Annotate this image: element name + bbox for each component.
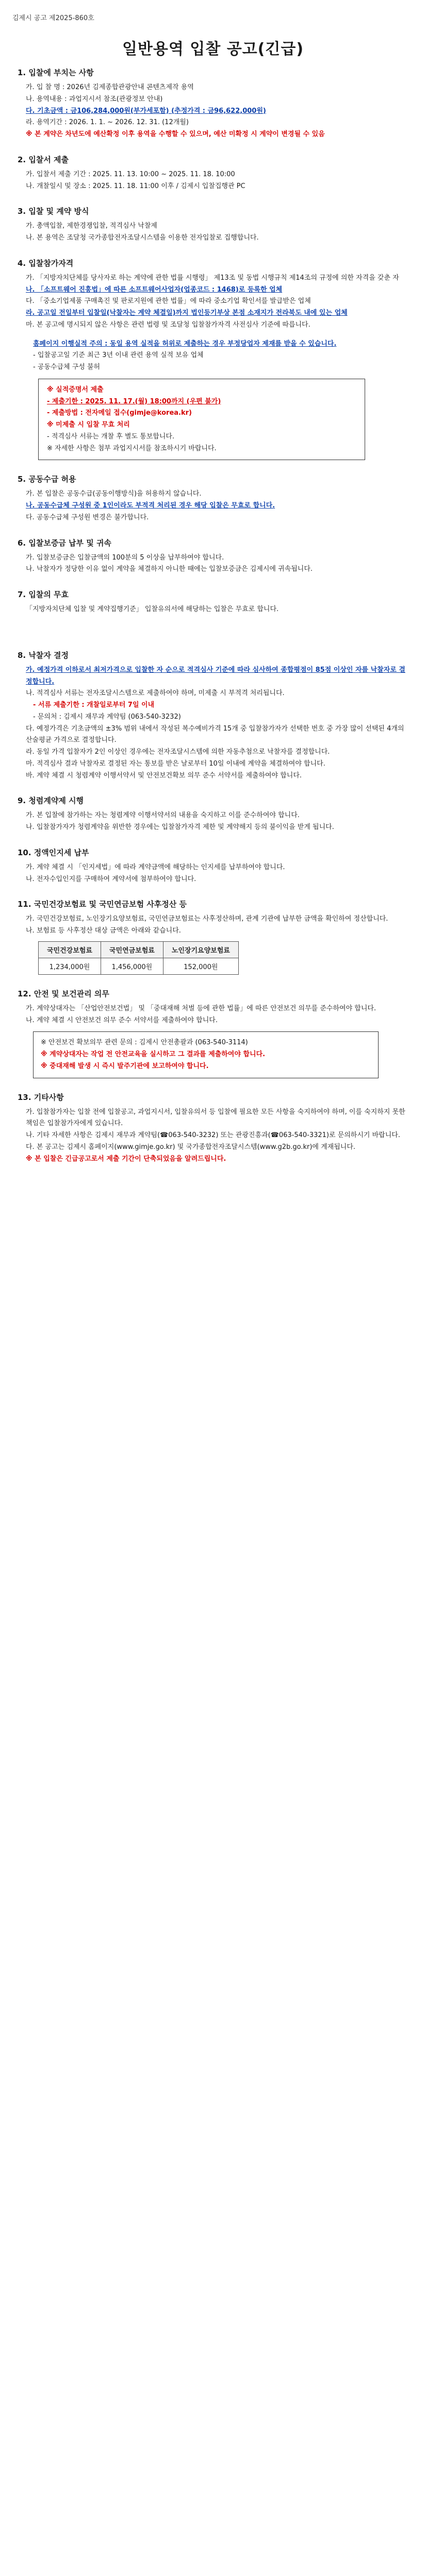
table-cell: 152,000원 [163,958,238,974]
section-8 [18,650,409,782]
region-requirement-text: 라. 공고일 전일부터 입찰일(낙찰자는 계약 체결일)까지 법인등기부상 본점 소재지가 전라북도 내에 있는 업체 [26,309,348,317]
list-item [18,284,409,296]
submission-notice-box [38,379,365,461]
list-item: 나. 계약 체결 시 안전보건 의무 준수 서약서를 제출하여야 합니다. [26,1016,218,1024]
list-item: 가. 국민건강보험료, 노인장기요양보험료, 국민연금보험료는 사후정산하며, 관계 기관에 납부한 금액을 확인하여 정산합니다. [26,915,388,923]
section-heading: 11. 국민건강보험료 및 국민연금보험 사후정산 등 [18,900,187,909]
list-item: 나. 본 용역은 조달청 국가종합전자조달시스템을 이용한 전자입찰로 집행합니다. [26,234,259,242]
deadline-text: - 서류 제출기한 : 개찰일로부터 7일 이내 [33,701,155,709]
qualification-text: 나. 「소프트웨어 진흥법」에 따른 소프트웨어사업자(업종코드 : 1468)로 등록한 업체 [26,285,283,294]
section-heading: 13. 기타사항 [18,1092,64,1102]
section-heading: 6. 입찰보증금 납부 및 귀속 [18,538,111,548]
list-item: 나. 개찰일시 및 장소 : 2025. 11. 18. 11:00 이후 / 김제시 입찰집행관 PC [26,182,245,190]
section-2 [18,154,409,193]
section-4 [18,258,409,461]
list-item: 가. 총액입찰, 제한경쟁입찰, 적격심사 낙찰제 [26,222,157,230]
section-heading: 9. 청렴계약제 시행 [18,796,84,806]
section-heading: 7. 입찰의 무효 [18,590,69,599]
section-11 [18,899,409,975]
urgent-note: ※ 본 입찰은 긴급공고로서 제출 기간이 단축되었음을 알려드립니다. [26,1155,226,1163]
section-heading: 5. 공동수급 허용 [18,474,76,484]
list-item: 나. 용역내용 : 과업지시서 참조(관광정보 안내) [26,95,163,103]
section-10 [18,847,409,886]
section-7 [18,589,409,616]
list-item: 다. 「중소기업제품 구매촉진 및 판로지원에 관한 법률」에 따라 중소기업 확인서를 발급받은 업체 [26,297,311,306]
section-heading: 3. 입찰 및 계약 방식 [18,207,89,216]
notice-line: ※ 중대재해 발생 시 즉시 발주기관에 보고하여야 합니다. [41,1062,209,1070]
notice-heading: ※ 실적증명서 제출 [47,385,104,394]
base-price-text: 다. 기초금액 : 금106,284,000원(부가세포함) (추정가격 : 금96,622,000원) [26,107,266,115]
caution-note: 홈페이지 이행실적 주의 : 동일 용역 실적을 허위로 제출하는 경우 부정당업자 제재를 받을 수 있습니다. [33,340,337,348]
table-header: 국민연금보험료 [101,941,163,958]
list-item: 가. 입찰보증금은 입찰금액의 100분의 5 이상을 납부하여야 합니다. [26,553,224,562]
list-item: 나. 적격심사 서류는 전자조달시스템으로 제출하여야 하며, 미제출 시 부적격 처리됩니다. [26,689,285,698]
screening-note-text: - 적격심사 서류는 개찰 후 별도 통보합니다. [47,432,175,440]
notice-line: ※ 안전보건 확보의무 관련 문의 : 김제시 안전총괄과 (063-540-3114) [41,1039,248,1047]
section-13 [18,1092,409,1165]
section-heading: 10. 정액인지세 납부 [18,848,89,857]
list-item: 가. 입찰참가자는 입찰 전에 입찰공고, 과업지시서, 입찰유의서 등 입찰에 필요한 모든 사항을 숙지하여야 하며, 이를 숙지하지 못한 책임은 입찰참가자에게 있습니다. [26,1108,405,1128]
safety-notice-box [33,1031,379,1078]
notice-line: ※ 계약상대자는 작업 전 안전교육을 실시하고 그 결과를 제출하여야 합니다. [41,1050,266,1058]
list-item [18,500,409,512]
announcement-body [18,67,409,1178]
list-item: 「지방자치단체 입찰 및 계약집행기준」 입찰유의서에 해당하는 입찰은 무효로 합니다. [26,605,279,613]
list-item: 라. 동일 가격 입찰자가 2인 이상인 경우에는 전자조달시스템에 의한 자동추첨으로 낙찰자를 결정합니다. [26,748,330,756]
section-9 [18,795,409,834]
table-row [39,958,239,974]
list-item: 가. 계약 체결 시 「인지세법」에 따라 계약금액에 해당하는 인지세를 납부하여야 합니다. [26,863,285,871]
list-item: 마. 본 공고에 명시되지 않은 사항은 관련 법령 및 조달청 입찰참가자격 사전심사 기준에 따릅니다. [26,320,310,329]
submission-method-text: - 제출방법 : 전자메일 접수(gimje@korea.kr) [47,409,192,417]
list-item: 나. 전자수입인지를 구매하여 계약서에 첨부하여야 합니다. [26,875,196,883]
list-item: 다. 공동수급체 구성원 변경은 불가합니다. [26,513,149,521]
invalid-notice-text: ※ 미제출 시 입찰 무효 처리 [47,421,130,429]
table-cell: 1,234,000원 [39,958,101,974]
section-3 [18,206,409,244]
table-header-row [39,941,239,958]
list-item: 바. 계약 체결 시 청렴계약 이행서약서 및 안전보건확보 의무 준수 서약서를 제출하여야 합니다. [26,771,302,779]
list-item [18,308,409,319]
list-item [18,106,409,117]
list-item: 가. 계약상대자는 「산업안전보건법」 및 「중대재해 처벌 등에 관한 법률」에 따른 안전보건 의무를 준수하여야 합니다. [26,1004,376,1012]
warning-note: ※ 본 계약은 차년도에 예산확정 이후 용역을 수행할 수 있으며, 예산 미확정 시 계약이 변경될 수 있음 [26,130,325,138]
section-5 [18,473,409,523]
list-item [18,665,409,688]
section-heading: 2. 입찰서 제출 [18,155,69,164]
list-item: 나. 입찰참가자가 청렴계약을 위반한 경우에는 입찰참가자격 제한 및 계약해지 등의 불이익을 받게 됩니다. [26,823,334,831]
list-item: 나. 보험료 등 사후정산 대상 금액은 아래와 같습니다. [26,927,181,935]
table-header: 노인장기요양보험료 [163,941,238,958]
list-item: - 공동수급체 구성 불허 [33,363,101,371]
table-header: 국민건강보험료 [39,941,101,958]
insurance-table [38,941,239,975]
list-item: 나. 기타 자세한 사항은 김제시 재무과 계약팀(☎063-540-3232) 또는 관광진흥과(☎063-540-3321)로 문의하시기 바랍니다. [26,1131,400,1139]
section-heading: 8. 낙찰자 결정 [18,650,69,660]
list-item: - 입찰공고일 기준 최근 3년 이내 관련 용역 실적 보유 업체 [33,351,204,360]
list-item: 나. 낙찰자가 정당한 이유 없이 계약을 체결하지 아니한 때에는 입찰보증금은 김제시에 귀속됩니다. [26,565,313,573]
list-item: 가. 입 찰 명 : 2026년 김제종합관광안내 콘텐츠제작 용역 [26,83,194,91]
award-criteria-text: 가. 예정가격 이하로서 최저가격으로 입찰한 자 순으로 적격심사 기준에 따라 심사하여 종합평점이 85점 이상인 자를 낙찰자로 결정합니다. [26,666,405,686]
list-item: 마. 적격심사 결과 낙찰자로 결정된 자는 통보를 받은 날로부터 10일 이내에 계약을 체결하여야 합니다. [26,759,325,768]
contact-text: - 문의처 : 김제시 재무과 계약팀 (063-540-3232) [33,713,181,721]
section-12 [18,988,409,1078]
section-6 [18,537,409,576]
deadline-text: - 제출기한 : 2025. 11. 17.(월) 18:00까지 (우편 불가) [47,397,221,405]
reference-note-text: ※ 자세한 사항은 첨부 과업지시서를 참조하시기 바랍니다. [47,444,217,452]
list-item: 라. 용역기간 : 2026. 1. 1. ~ 2026. 12. 31. (12개월) [26,118,189,127]
table-cell: 1,456,000원 [101,958,163,974]
list-item: 가. 본 입찰은 공동수급(공동이행방식)을 허용하지 않습니다. [26,490,202,498]
section-heading: 12. 안전 및 보건관리 의무 [18,989,109,998]
page-title: 일반용역 입찰 공고(긴급) [122,40,304,58]
section-heading: 4. 입찰참가자격 [18,258,74,268]
list-item: 가. 「지방자치단체를 당사자로 하는 계약에 관한 법률 시행령」 제13조 및 동법 시행규칙 제14조의 규정에 의한 자격을 갖춘 자 [26,274,399,282]
list-item: 가. 입찰서 제출 기간 : 2025. 11. 13. 10:00 ~ 2025. 11. 18. 10:00 [26,170,235,178]
list-item: 가. 본 입찰에 참가하는 자는 청렴계약 이행서약서의 내용을 숙지하고 이를 준수하여야 합니다. [26,811,300,820]
list-item: 다. 본 공고는 김제시 홈페이지(www.gimje.go.kr) 및 국가종합전자조달시스템(www.g2b.go.kr)에 게재됩니다. [26,1143,356,1151]
list-item: 다. 예정가격은 기초금액의 ±3% 범위 내에서 작성된 복수예비가격 15개 중 입찰참가자가 선택한 번호 중 가장 많이 선택된 4개의 산술평균 가격으로 결정합니다. [26,724,404,744]
document-number: 김제시 공고 제2025-860호 [12,14,94,22]
joint-bid-text: 나. 공동수급체 구성원 중 1인이라도 부적격 처리된 경우 해당 입찰은 무효로 합니다. [26,502,275,510]
section-heading: 1. 입찰에 부치는 사항 [18,68,94,77]
section-1 [18,67,409,141]
